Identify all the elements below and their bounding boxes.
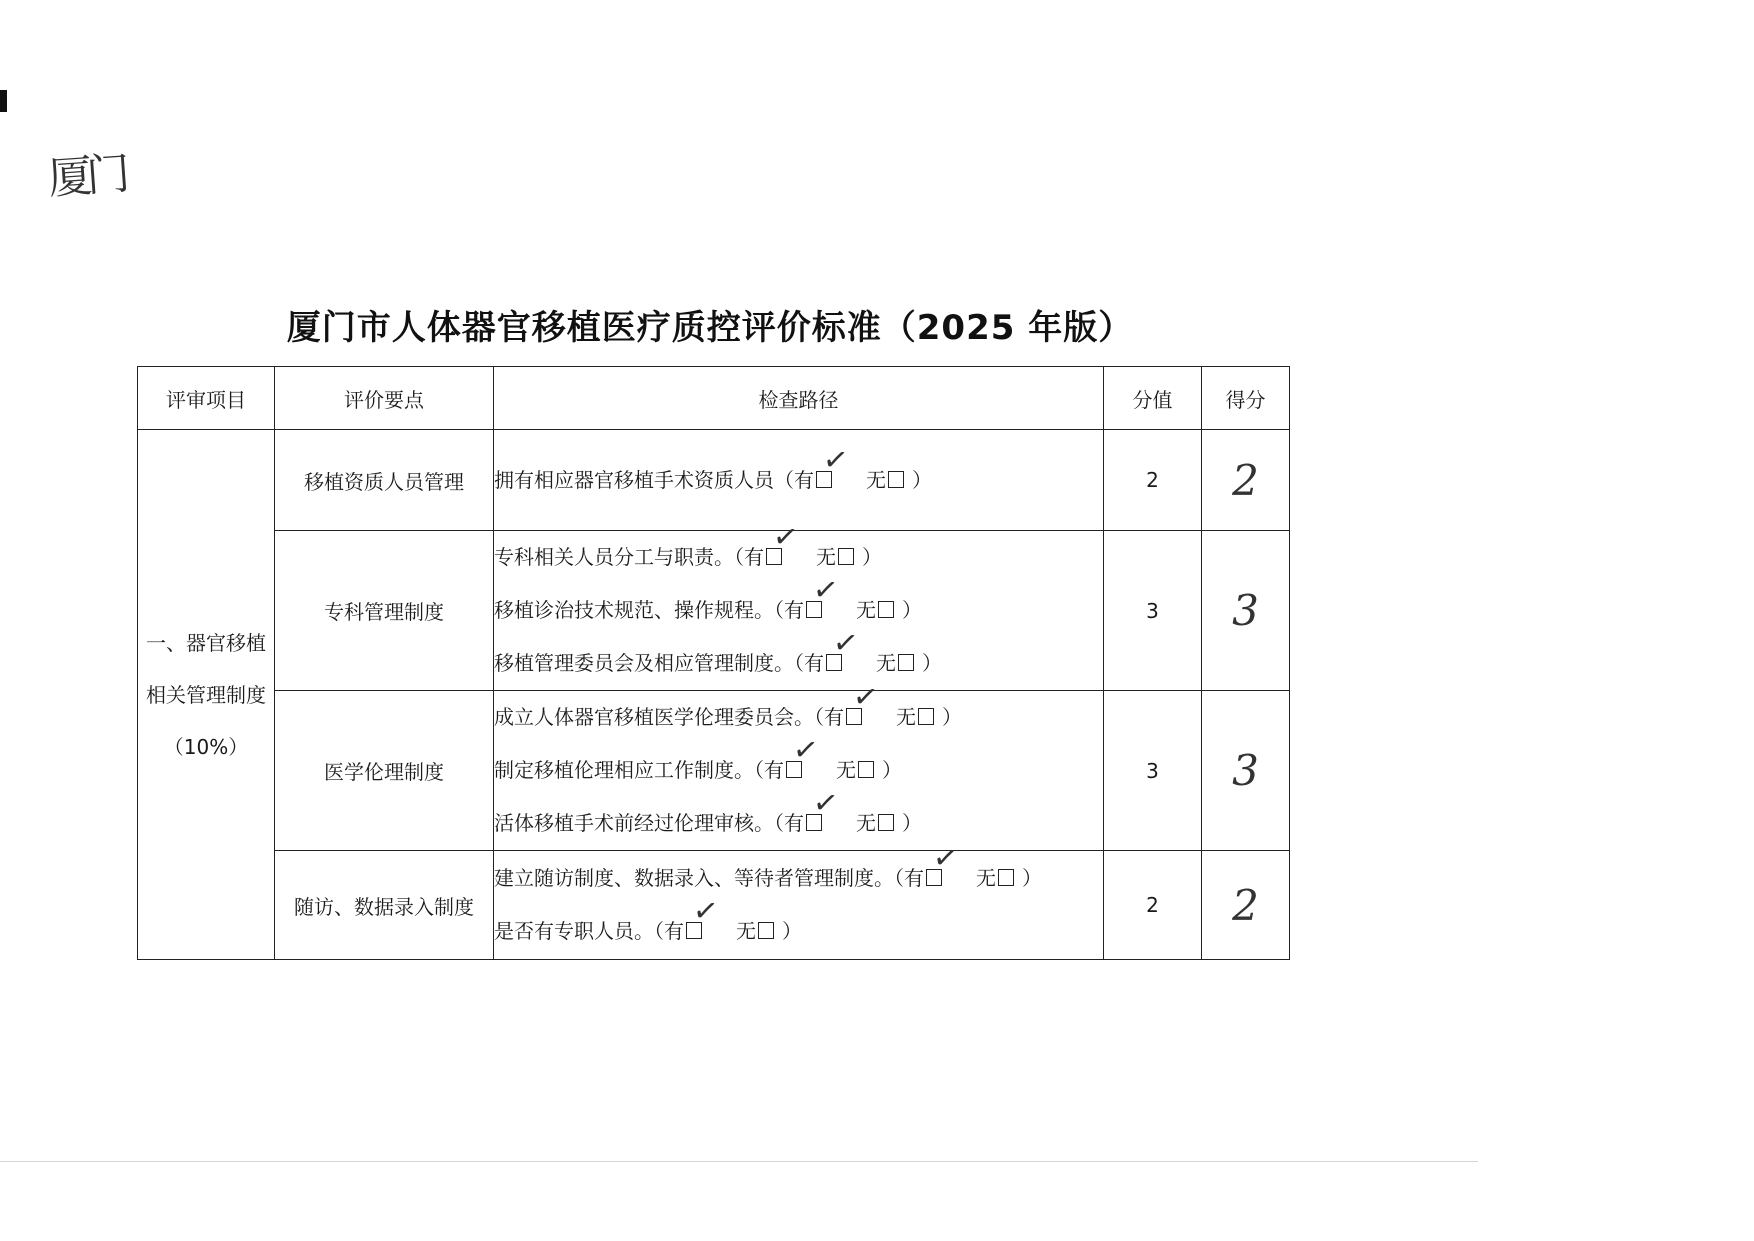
checkmark-icon: ✓ <box>790 731 821 770</box>
score-value: 3 <box>1104 691 1202 851</box>
no-checkbox[interactable] <box>878 814 894 831</box>
evaluation-point-cell: 医学伦理制度 <box>275 691 494 851</box>
no-label: 无 <box>856 811 876 835</box>
score-value: 3 <box>1104 531 1202 691</box>
page-title: 厦门市人体器官移植医疗质控评价标准（2025 年版） <box>286 308 1134 348</box>
checkmark-icon: ✓ <box>810 571 841 610</box>
check-item-text: 建立随访制度、数据录入、等待者管理制度。（有 <box>494 866 924 890</box>
table-row <box>138 430 1290 531</box>
no-label: 无 <box>816 545 836 569</box>
no-label: 无 <box>856 598 876 622</box>
check-path-cell <box>494 430 1104 531</box>
yes-checkbox[interactable] <box>806 784 841 831</box>
evaluation-table <box>137 366 1290 960</box>
no-label: 无 <box>876 651 896 675</box>
score-value: 2 <box>1104 851 1202 960</box>
no-label: 无 <box>866 467 886 492</box>
close-paren: ） <box>782 919 802 943</box>
close-paren: ） <box>862 545 882 569</box>
yes-checkbox[interactable] <box>766 518 801 565</box>
evaluation-point-cell: 专科管理制度 <box>275 531 494 691</box>
check-item <box>494 731 1103 797</box>
evaluation-point-cell: 随访、数据录入制度 <box>275 851 494 960</box>
table-row <box>138 851 1290 960</box>
header-point: 评价要点 <box>275 367 494 430</box>
no-checkbox[interactable] <box>858 761 874 778</box>
check-item-text: 拥有相应器官移植手术资质人员（有 <box>494 467 814 492</box>
close-paren: ） <box>1022 866 1042 890</box>
yes-checkbox[interactable] <box>926 839 961 886</box>
close-paren: ） <box>902 598 922 622</box>
yes-checkbox[interactable] <box>826 624 861 671</box>
checkmark-icon: ✓ <box>770 518 801 557</box>
header-path: 检查路径 <box>494 367 1104 430</box>
check-item <box>494 571 1103 637</box>
checkmark-icon: ✓ <box>810 784 841 823</box>
yes-checkbox[interactable] <box>846 678 881 725</box>
check-item-text: 是否有专职人员。（有 <box>494 919 684 943</box>
scan-edge-mark <box>0 90 7 112</box>
no-checkbox[interactable] <box>898 654 914 671</box>
checkmark-icon: ✓ <box>930 839 961 878</box>
table-row <box>138 531 1290 691</box>
check-item-text: 成立人体器官移植医学伦理委员会。（有 <box>494 705 844 729</box>
no-checkbox[interactable] <box>878 601 894 618</box>
checkmark-icon: ✓ <box>820 440 851 480</box>
table-header-row <box>138 367 1290 430</box>
yes-checkbox[interactable] <box>806 571 841 618</box>
header-got: 得分 <box>1202 367 1290 430</box>
handwritten-score: 2 <box>1202 430 1290 531</box>
close-paren: ） <box>902 811 922 835</box>
close-paren: ） <box>912 467 932 492</box>
check-item <box>494 784 1103 850</box>
handwritten-score: 2 <box>1202 851 1290 960</box>
check-path-cell <box>494 839 1104 960</box>
check-item-text: 专科相关人员分工与职责。（有 <box>494 545 764 569</box>
check-item-text: 移植诊治技术规范、操作规程。（有 <box>494 598 804 622</box>
no-checkbox[interactable] <box>888 471 904 488</box>
table-body <box>138 430 1290 960</box>
no-label: 无 <box>736 919 756 943</box>
project-cell: 一、器官移植相关管理制度（10%） <box>138 430 275 960</box>
no-checkbox[interactable] <box>838 548 854 565</box>
header-score: 分值 <box>1104 367 1202 430</box>
check-path-cell <box>494 518 1104 691</box>
no-checkbox[interactable] <box>998 869 1014 886</box>
yes-checkbox[interactable] <box>786 731 821 778</box>
check-item <box>494 440 1103 507</box>
no-label: 无 <box>896 705 916 729</box>
checkmark-icon: ✓ <box>690 892 721 931</box>
check-item <box>494 518 1103 584</box>
scan-bottom-rule <box>0 1161 1478 1162</box>
no-checkbox[interactable] <box>918 708 934 725</box>
table-row <box>138 691 1290 851</box>
checkmark-icon: ✓ <box>830 624 861 663</box>
no-label: 无 <box>976 866 996 890</box>
header-project: 评审项目 <box>138 367 275 430</box>
check-path-cell <box>494 678 1104 851</box>
handwritten-score: 3 <box>1202 691 1290 851</box>
yes-checkbox[interactable] <box>816 440 851 488</box>
checkmark-icon: ✓ <box>850 678 881 717</box>
handwritten-margin-note: 厦门 <box>46 148 127 205</box>
close-paren: ） <box>882 758 902 782</box>
close-paren: ） <box>922 651 942 675</box>
no-checkbox[interactable] <box>758 922 774 939</box>
check-item <box>494 624 1103 690</box>
score-value: 2 <box>1104 430 1202 531</box>
check-item-text: 活体移植手术前经过伦理审核。（有 <box>494 811 804 835</box>
no-label: 无 <box>836 758 856 782</box>
handwritten-score: 3 <box>1202 531 1290 691</box>
yes-checkbox[interactable] <box>686 892 721 939</box>
check-item <box>494 892 1103 958</box>
check-item-text: 制定移植伦理相应工作制度。（有 <box>494 758 784 782</box>
close-paren: ） <box>942 705 962 729</box>
check-item-text: 移植管理委员会及相应管理制度。（有 <box>494 651 824 675</box>
check-item <box>494 839 1103 905</box>
evaluation-point-cell: 移植资质人员管理 <box>275 430 494 531</box>
